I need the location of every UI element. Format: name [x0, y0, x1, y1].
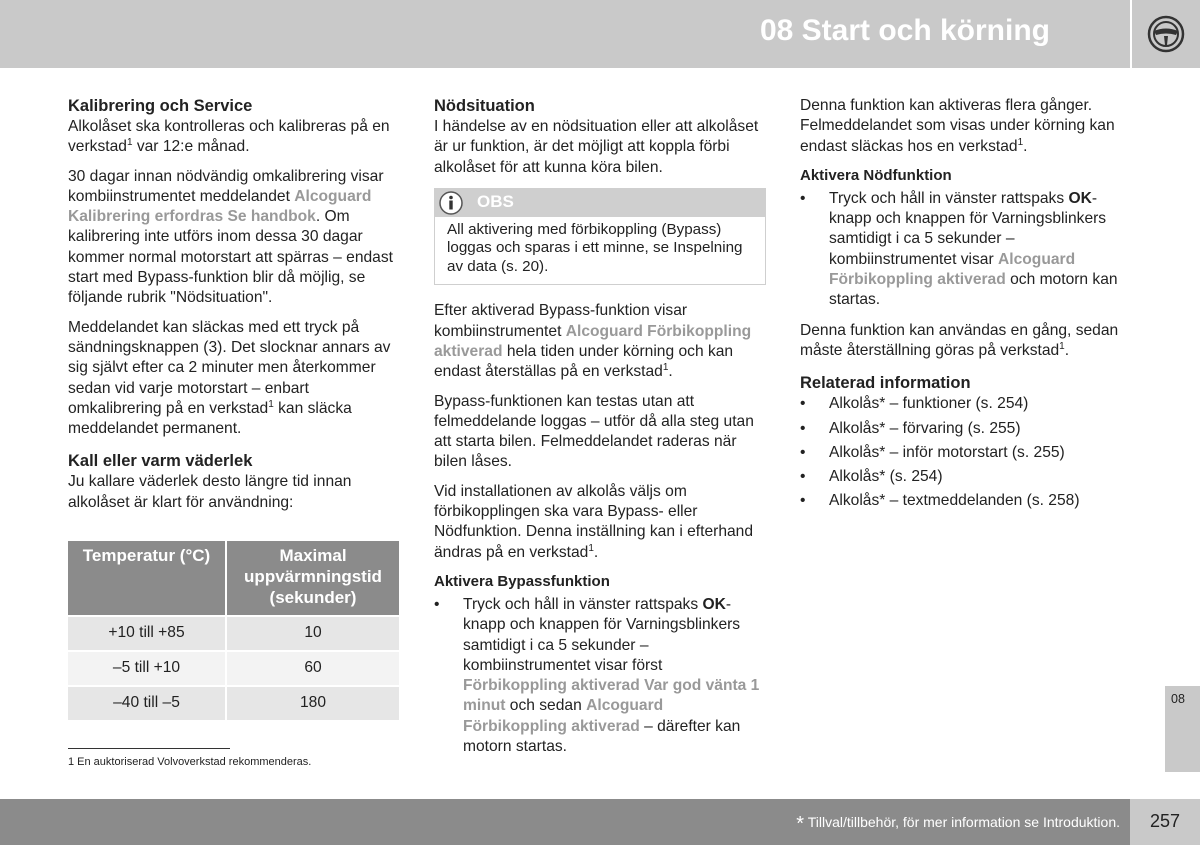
related-link[interactable]: • Alkolås* – textmeddelanden (s. 258): [800, 492, 1080, 510]
column-right: [800, 96, 1135, 522]
table-header: Temperatur (°C): [68, 541, 226, 616]
side-tab-label: 08: [1171, 692, 1185, 706]
table-row: [68, 651, 399, 686]
page-number: 257: [1150, 811, 1181, 831]
display-message: Förbikoppling aktiverad Var god vänta 1 minut: [463, 677, 760, 715]
chapter-icon-box: [1132, 0, 1200, 68]
note-text: All aktivering med förbikoppling (Bypass) loggas och sparas i ett minne, se Inspelning av data (s. 20).: [447, 220, 743, 275]
chapter-side-tab[interactable]: [1165, 686, 1200, 772]
display-message: Alcoguard Kalibrering erfordras Se handbok: [68, 187, 372, 226]
table-row: [68, 616, 399, 651]
section-heading-emergency: Nödsituation: [434, 97, 535, 115]
paragraph: I händelse av en nödsituation eller att alkolåset är ur funktion, är det möjligt att koppla förbi alkolåset för att kunna köra bilen.: [434, 118, 759, 176]
paragraph: Alkolåset ska kontrolleras och kalibreras på en verkstad$^1$ var 12:e månad.: [68, 118, 390, 156]
note-label: OBS: [477, 191, 514, 211]
related-links: [800, 394, 1135, 511]
list-item: • Tryck och håll in vänster rattspaks OK-knapp och knappen för Varningsblinkers samtidigt i ca 5 sekunder – kombiinstrumentet visar först Förbikoppling aktiverad Var god vänta 1 minut och sedan Alcoguard Förbikoppling aktiverad – därefter kan motorn startas.: [434, 595, 760, 756]
related-link[interactable]: • Alkolås* – förvaring (s. 255): [800, 419, 1021, 437]
note-header: [435, 189, 765, 217]
footnote: 1 En auktoriserad Volvoverkstad rekommenderas.: [68, 756, 312, 768]
footer-note: * Tillval/tillbehör, för mer information se Introduktion.: [796, 813, 1120, 835]
bullet-list: [800, 189, 1135, 311]
display-message: Alcoguard Förbikoppling aktiverad: [463, 697, 664, 735]
paragraph: Meddelandet kan släckas med ett tryck på sändningsknappen (3). Det slocknar annars av sig självt efter ca 2 minuter men återkommer sedan vid varje motorstart – enbart omkalibrering på en verkstad$^1$ kan släcka meddelandet permanent.: [68, 318, 391, 438]
info-icon: [439, 191, 463, 215]
sub-heading-bypass: Aktivera Bypassfunktion: [434, 572, 610, 590]
footnote-divider: [68, 748, 230, 749]
table-cell: +10 till +85: [68, 616, 226, 651]
chapter-title: 08 Start och körning: [759, 14, 1050, 47]
paragraph: Vid installationen av alkolås väljs om förbikopplingen ska vara Bypass- eller Nödfunktion. Denna inställning kan i efterhand ändras på en verkstad$^1$.: [434, 482, 754, 561]
table-cell: –5 till +10: [68, 651, 226, 686]
related-link[interactable]: • Alkolås* – inför motorstart (s. 255): [800, 443, 1065, 461]
paragraph: 30 dagar innan nödvändig omkalibrering visar kombiinstrumentet meddelandet Alcoguard Kalibrering erfordras Se handbok. Om kalibrering inte utförs inom dessa 30 dagar kommer normal motorstart att spärras – endast start med Bypass-funktion blir då möjlig, se följande rubrik "Nödsituation".: [68, 167, 393, 307]
paragraph: Efter aktiverad Bypass-funktion visar kombiinstrumentet Alcoguard Förbikoppling aktiverad hela tiden under körning och kan endast återställas på en verkstad$^1$.: [434, 302, 752, 381]
table-header: Maximal uppvärmningstid (sekunder): [226, 541, 399, 616]
warmup-table: [68, 541, 399, 720]
chapter-header: [0, 0, 1130, 68]
steering-wheel-icon: [1146, 14, 1186, 54]
table-row: [68, 686, 399, 720]
list-item: • Tryck och håll in vänster rattspaks OK-knapp och knappen för Varningsblinkers samtidigt i ca 5 sekunder – kombiinstrumentet visar Alcoguard Förbikoppling aktiverad och motorn kan startas.: [800, 189, 1118, 309]
table-cell: –40 till –5: [68, 686, 226, 720]
display-message: Alcoguard Förbikoppling aktiverad: [829, 250, 1076, 289]
table-cell: 180: [226, 686, 399, 720]
related-link[interactable]: • Alkolås* – funktioner (s. 254): [800, 395, 1029, 413]
paragraph: Denna funktion kan användas en gång, sedan måste återställning göras på verkstad$^1$.: [800, 321, 1119, 359]
paragraph: Denna funktion kan aktiveras flera gånger. Felmeddelandet som visas under körning kan endast släckas hos en verkstad$^1$.: [800, 97, 1115, 155]
paragraph: Bypass-funktionen kan testas utan att felmeddelande loggas – utför då alla steg utan att starta bilen. Felmeddelandet raderas när bilen låses.: [434, 392, 754, 471]
table-cell: 10: [226, 616, 399, 651]
note-box: [434, 188, 766, 286]
section-heading-calibration: Kalibrering och Service: [68, 97, 253, 115]
column-left: [68, 96, 403, 720]
table-cell: 60: [226, 651, 399, 686]
section-heading-weather: Kall eller varm väderlek: [68, 452, 253, 471]
paragraph: Ju kallare väderlek desto längre tid innan alkolåset är klart för användning:: [68, 473, 352, 511]
bullet-list: [434, 595, 766, 757]
section-heading-related: Relaterad information: [800, 374, 971, 393]
display-message: Alcoguard Förbikoppling aktiverad: [434, 322, 752, 360]
sub-heading-emergency: Aktivera Nödfunktion: [800, 166, 952, 184]
column-middle: [434, 96, 766, 767]
page-number-box: [1130, 799, 1200, 845]
page-footer: [0, 799, 1130, 845]
related-link[interactable]: • Alkolås* (s. 254): [800, 468, 943, 486]
